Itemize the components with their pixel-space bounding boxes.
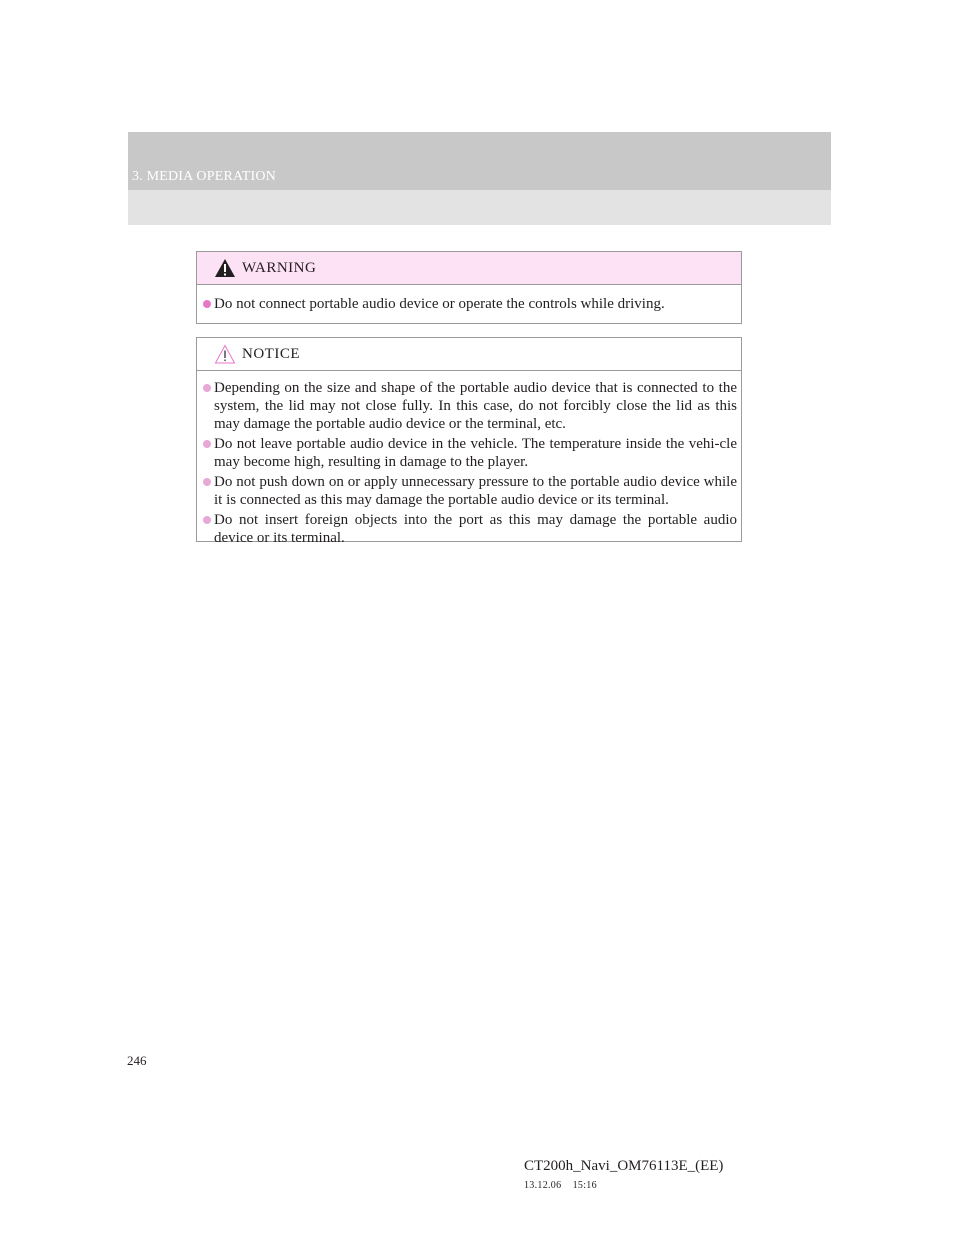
list-item: [203, 295, 735, 313]
notice-box: [196, 337, 742, 546]
document-id: CT200h_Navi_OM76113E_(EE): [524, 1158, 724, 1174]
list-item-text: Do not insert foreign objects into the port as this may damage the portable audio device or its terminal.: [214, 512, 737, 546]
list-item-text: Do not push down on or apply unnecessary pressure to the portable audio device while it is connected as this may damage the portable audio device or its terminal.: [214, 474, 737, 508]
list-item: [203, 511, 737, 547]
page-number: 246: [127, 1053, 147, 1068]
bullet-icon: [203, 516, 211, 524]
list-item: [203, 435, 737, 471]
notice-list: [197, 371, 741, 547]
notice-label: NOTICE: [242, 346, 300, 362]
section-subheader-bar: [128, 190, 831, 225]
warning-label: WARNING: [242, 260, 317, 276]
list-item-text: Depending on the size and shape of the portable audio device that is connected to the system, the lid may not close fully. In this case, do not forcibly close the lid as this may damage the portable audio device or the terminal, etc.: [214, 380, 737, 432]
bullet-icon: [203, 440, 211, 448]
list-item: [203, 473, 737, 509]
list-item-text: Do not connect portable audio device or operate the controls while driving.: [214, 296, 665, 312]
list-item-text: Do not leave portable audio device in the vehicle. The temperature inside the vehi-cle may become high, resulting in damage to the player.: [214, 436, 737, 470]
bullet-icon: [203, 300, 211, 308]
section-title: 3. MEDIA OPERATION: [132, 169, 276, 184]
notice-header: [197, 338, 741, 371]
notice-triangle-icon: [214, 344, 236, 364]
list-item: [203, 379, 737, 433]
warning-list: [197, 285, 741, 313]
warning-box: [196, 251, 742, 324]
print-timestamp: 13.12.06 15:16: [524, 1180, 597, 1191]
warning-header: [197, 252, 741, 285]
bullet-icon: [203, 384, 211, 392]
bullet-icon: [203, 478, 211, 486]
warning-triangle-icon: [214, 258, 236, 278]
